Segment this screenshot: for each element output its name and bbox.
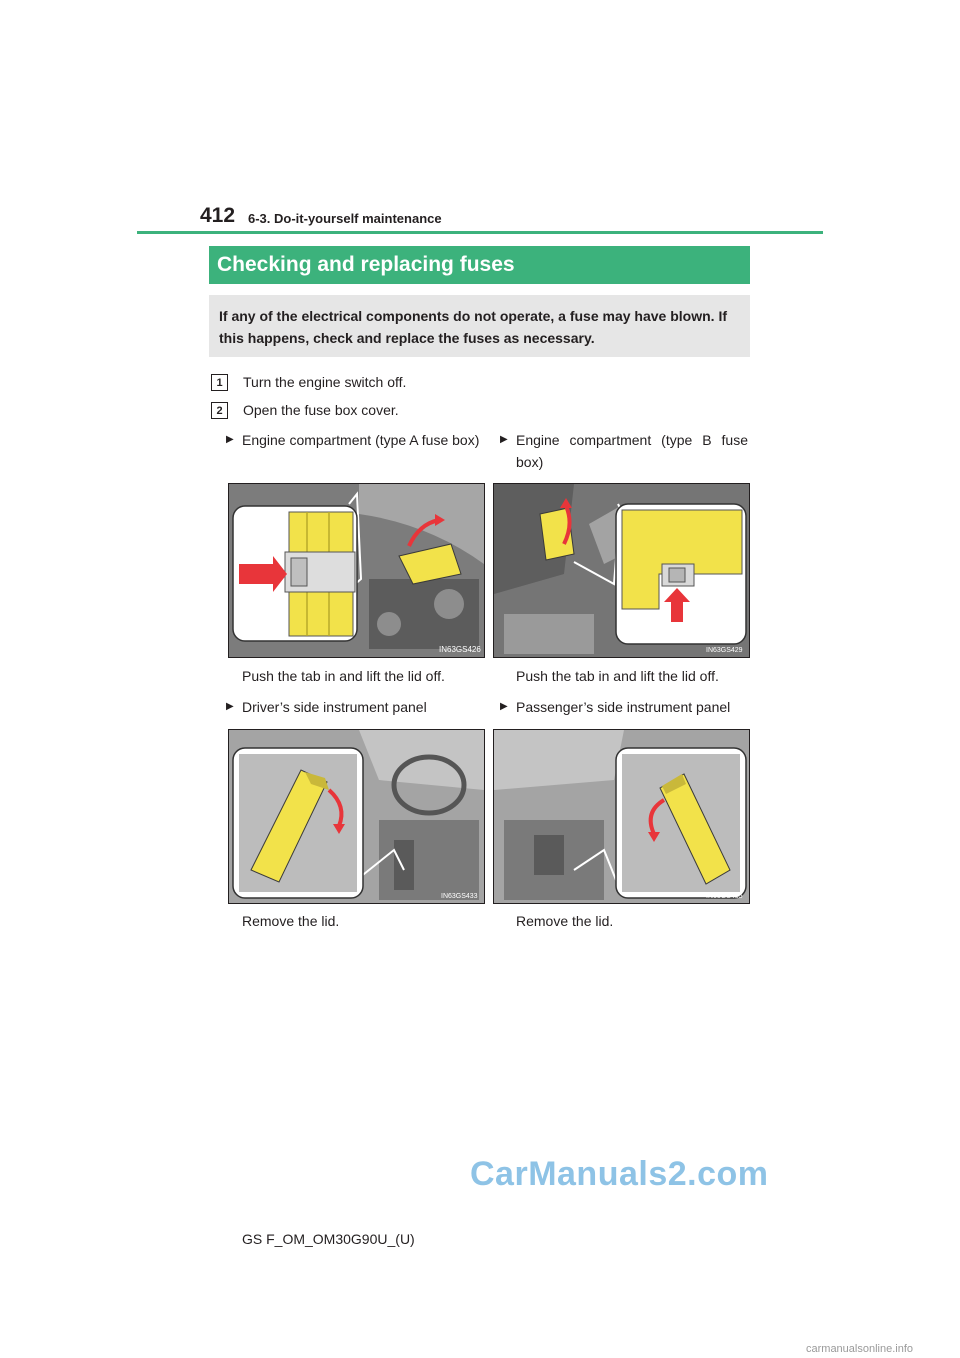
bullet-triangle-icon: ▶ bbox=[226, 701, 234, 712]
figure-type-a-fuse-box bbox=[228, 483, 485, 658]
section-title: Checking and replacing fuses bbox=[209, 246, 750, 284]
bullet-triangle-icon: ▶ bbox=[500, 434, 508, 445]
footer-url: carmanualsonline.info bbox=[806, 1343, 914, 1355]
figure-driver-side-panel bbox=[228, 729, 485, 904]
step-number: 2 bbox=[211, 402, 228, 419]
figure-caption: Push the tab in and lift the lid off. bbox=[516, 668, 719, 684]
watermark-logo: CarManuals2.com bbox=[470, 1155, 769, 1193]
document-id: GS F_OM_OM30G90U_(U) bbox=[242, 1231, 415, 1247]
figure-caption: Remove the lid. bbox=[516, 913, 614, 929]
step-number: 1 bbox=[211, 374, 228, 391]
figure-code: IN63GS433 bbox=[441, 893, 478, 900]
header-rule bbox=[137, 231, 823, 234]
figure-caption: Remove the lid. bbox=[242, 913, 340, 929]
section-name: 6-3. Do-it-yourself maintenance bbox=[248, 211, 442, 226]
figure-code: IN63GS429 bbox=[706, 647, 743, 654]
figure-code: IN63GS426 bbox=[439, 645, 481, 654]
figure-passenger-side-panel bbox=[493, 729, 750, 904]
intro-box: If any of the electrical components do not operate, a fuse may have blown. If this happens, check and replace the fuses as necessary. bbox=[209, 295, 750, 357]
instrument-panel-illustration bbox=[229, 730, 484, 903]
engine-bay-illustration bbox=[494, 484, 749, 657]
figure-caption: Push the tab in and lift the lid off. bbox=[242, 668, 445, 684]
engine-bay-illustration bbox=[229, 484, 484, 657]
instrument-panel-illustration bbox=[494, 730, 749, 903]
bullet-triangle-icon: ▶ bbox=[500, 701, 508, 712]
step-text: Turn the engine switch off. bbox=[243, 374, 407, 390]
figure-type-b-fuse-box bbox=[493, 483, 750, 658]
step-text: Open the fuse box cover. bbox=[243, 402, 399, 418]
bullet-triangle-icon: ▶ bbox=[226, 434, 234, 445]
figure-code: IN63GS435 bbox=[706, 893, 743, 900]
page-number: 412 bbox=[200, 204, 236, 227]
